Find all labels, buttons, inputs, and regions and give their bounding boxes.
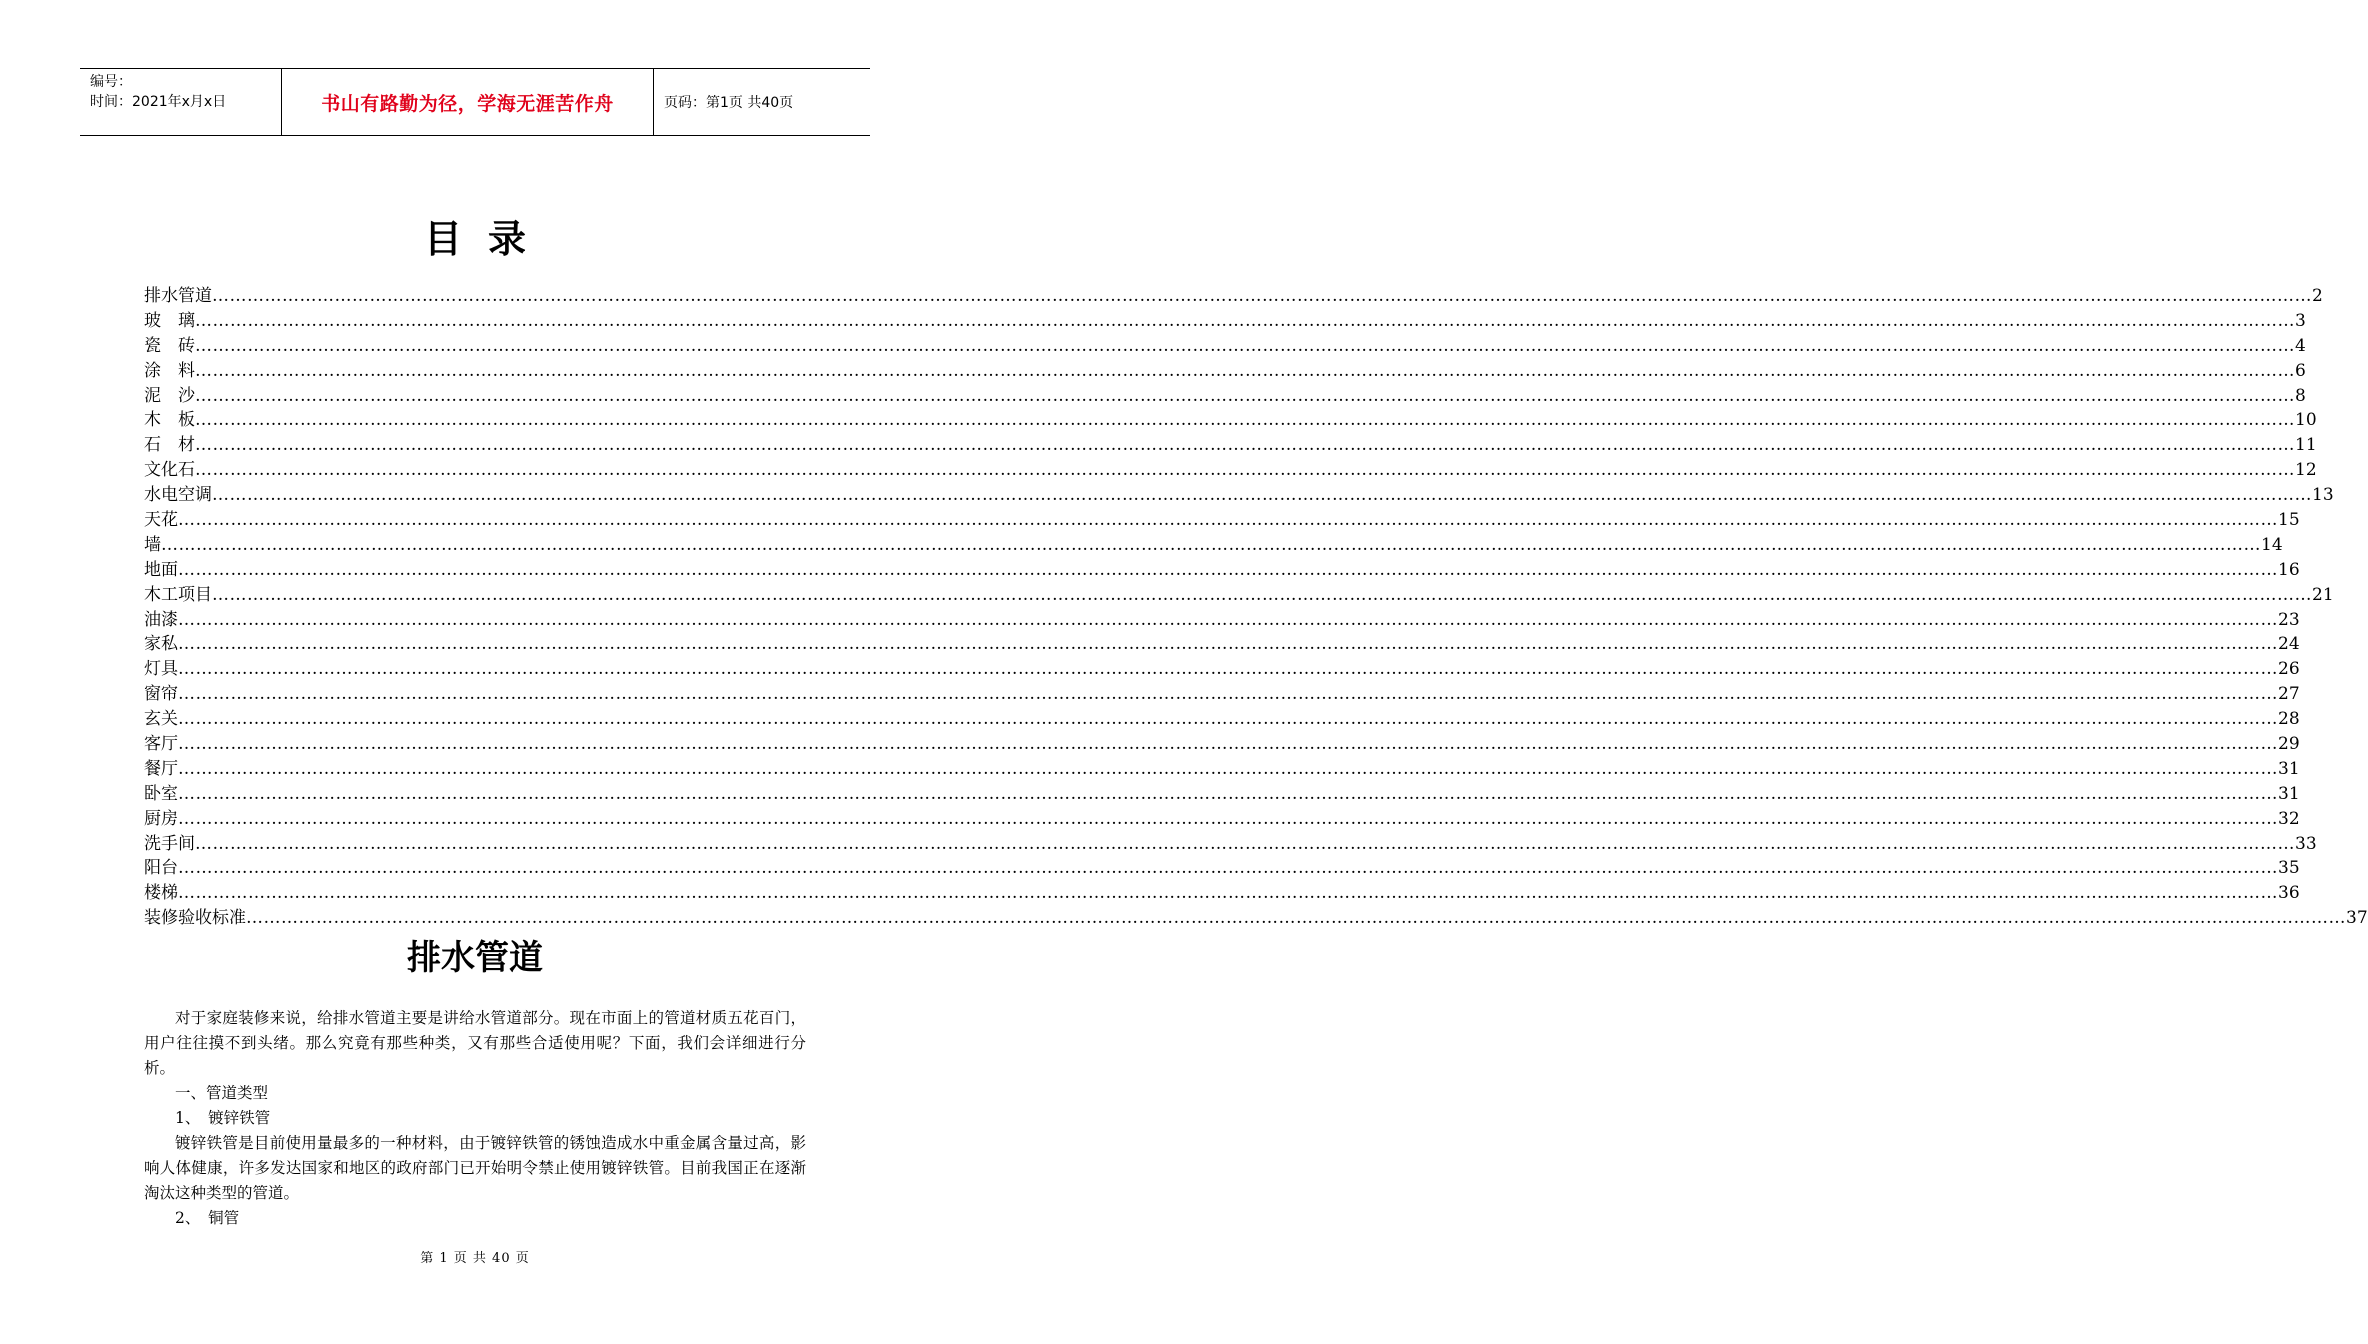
- toc-entry-label: 油漆: [144, 609, 178, 630]
- toc-leader-dots: ………………………………………………………………………………………………………………………………………………………………………………………………………………………………………………………………………………………………………………………………: [212, 485, 2312, 506]
- toc-entry[interactable]: [144, 384, 2306, 409]
- header-page-info-cell: [654, 69, 870, 135]
- toc-entry[interactable]: [144, 732, 2300, 757]
- toc-leader-dots: ………………………………………………………………………………………………………………………………………………………………………………………………………………………………………………………………………………………………………………………………: [212, 584, 2312, 605]
- toc-entry-label: 排水管道: [144, 286, 212, 306]
- toc-entry[interactable]: [144, 856, 2300, 881]
- header-motto-cell: [281, 69, 654, 135]
- toc-entry[interactable]: [144, 657, 2300, 682]
- toc-entry[interactable]: [144, 608, 2300, 633]
- toc-entry[interactable]: [144, 632, 2300, 657]
- toc-leader-dots: ………………………………………………………………………………………………………………………………………………………………………………………………………………………………………………………………………………………………………………………………: [178, 808, 2278, 829]
- toc-leader-dots: ………………………………………………………………………………………………………………………………………………………………………………………………………………………………………………………………………………………………………………………………: [178, 659, 2278, 680]
- toc-leader-dots: ………………………………………………………………………………………………………………………………………………………………………………………………………………………………………………………………………………………………………………………………: [195, 335, 2295, 356]
- toc-entry-label: 窗帘: [144, 684, 178, 705]
- toc-entry-label: 木 板: [144, 410, 195, 431]
- toc-entry-label: 餐厅: [144, 758, 178, 779]
- toc-leader-dots: ………………………………………………………………………………………………………………………………………………………………………………………………………………………………………………………………………………………………………………………………: [178, 709, 2278, 730]
- toc-leader-dots: ………………………………………………………………………………………………………………………………………………………………………………………………………………………………………………………………………………………………………………………………: [178, 634, 2278, 655]
- toc-entry-label: 地面: [144, 559, 178, 580]
- toc-entry-page: 32: [2278, 808, 2300, 829]
- toc-entry-page: 23: [2278, 609, 2300, 630]
- toc-entry[interactable]: [144, 483, 2334, 508]
- toc-entry-page: 31: [2278, 783, 2300, 804]
- toc-entry-label: 水电空调: [144, 485, 212, 506]
- toc-leader-dots: ………………………………………………………………………………………………………………………………………………………………………………………………………………………………………………………………………………………………………………………………: [195, 435, 2295, 456]
- toc-entry[interactable]: [144, 458, 2317, 483]
- table-of-contents: [144, 284, 2368, 931]
- toc-entry-page: 3: [2295, 310, 2306, 331]
- page-header: [80, 68, 870, 136]
- toc-leader-dots: ………………………………………………………………………………………………………………………………………………………………………………………………………………………………………………………………………………………………………………………………: [195, 833, 2295, 854]
- toc-entry-page: 16: [2278, 559, 2300, 580]
- toc-entry-page: 21: [2312, 584, 2334, 605]
- toc-entry-label: 石 材: [144, 435, 195, 456]
- toc-entry-page: 26: [2278, 659, 2300, 680]
- toc-entry-label: 泥 沙: [144, 385, 195, 406]
- toc-leader-dots: ………………………………………………………………………………………………………………………………………………………………………………………………………………………………………………………………………………………………………………………………: [178, 559, 2278, 580]
- toc-entry-page: 24: [2278, 634, 2300, 655]
- body-paragraph: 1、 镀锌铁管: [175, 1109, 271, 1127]
- toc-entry[interactable]: [144, 881, 2300, 906]
- toc-entry-page: 12: [2295, 460, 2317, 481]
- header-page-info: 页码：第1页 共40页: [664, 95, 794, 111]
- toc-leader-dots: ………………………………………………………………………………………………………………………………………………………………………………………………………………………………………………………………………………………………………………………………: [178, 783, 2278, 804]
- toc-entry-label: 灯具: [144, 659, 178, 680]
- section-title: 排水管道: [407, 938, 543, 978]
- toc-entry-label: 楼梯: [144, 883, 178, 904]
- toc-leader-dots: ………………………………………………………………………………………………………………………………………………………………………………………………………………………………………………………………………………………………………………………………: [178, 858, 2278, 879]
- toc-entry[interactable]: [144, 508, 2300, 533]
- toc-entry-label: 客厅: [144, 734, 178, 755]
- toc-entry-page: 35: [2278, 858, 2300, 879]
- toc-entry-page: 2: [2312, 286, 2323, 306]
- toc-entry-label: 洗手间: [144, 833, 195, 854]
- toc-entry[interactable]: [144, 359, 2306, 384]
- toc-entry[interactable]: [144, 433, 2317, 458]
- toc-leader-dots: ………………………………………………………………………………………………………………………………………………………………………………………………………………………………………………………………………………………………………………………………: [212, 286, 2312, 306]
- toc-entry[interactable]: [144, 832, 2317, 857]
- toc-entry-label: 家私: [144, 634, 178, 655]
- toc-entry-label: 玄关: [144, 709, 178, 730]
- toc-title: 目录: [423, 217, 552, 261]
- toc-entry-label: 文化石: [144, 460, 195, 481]
- toc-leader-dots: ………………………………………………………………………………………………………………………………………………………………………………………………………………………………………………………………………………………………………………………………: [195, 460, 2295, 481]
- toc-entry[interactable]: [144, 757, 2300, 782]
- toc-entry-page: 37: [2346, 908, 2368, 929]
- toc-leader-dots: ………………………………………………………………………………………………………………………………………………………………………………………………………………………………………………………………………………………………………………………………: [178, 758, 2278, 779]
- toc-entry[interactable]: [144, 334, 2306, 359]
- toc-entry[interactable]: [144, 682, 2300, 707]
- document-time-label: 时间：2021年x月x日: [90, 94, 227, 110]
- toc-leader-dots: ………………………………………………………………………………………………………………………………………………………………………………………………………………………………………………………………………………………………………………………………: [178, 609, 2278, 630]
- toc-entry-page: 11: [2295, 435, 2317, 456]
- toc-entry-page: 8: [2295, 385, 2306, 406]
- section-body: [144, 1006, 806, 1231]
- toc-entry[interactable]: [144, 558, 2300, 583]
- toc-entry-page: 36: [2278, 883, 2300, 904]
- toc-entry-page: 4: [2295, 335, 2306, 356]
- toc-leader-dots: ………………………………………………………………………………………………………………………………………………………………………………………………………………………………………………………………………………………………………………………………: [178, 734, 2278, 755]
- toc-entry-page: 13: [2312, 485, 2334, 506]
- toc-leader-dots: ………………………………………………………………………………………………………………………………………………………………………………………………………………………………………………………………………………………………………………………………: [178, 510, 2278, 531]
- body-paragraph: 镀锌铁管是目前使用量最多的一种材料，由于镀锌铁管的锈蚀造成水中重金属含量过高，影响人体健康，许多发达国家和地区的政府部门已开始明令禁止使用镀锌铁管。目前我国正在逐渐淘汰这种类型的管道。: [144, 1134, 806, 1202]
- toc-leader-dots: ………………………………………………………………………………………………………………………………………………………………………………………………………………………………………………………………………………………………………………………………: [195, 310, 2295, 331]
- toc-entry[interactable]: [144, 782, 2300, 807]
- toc-entry-label: 玻 璃: [144, 310, 195, 331]
- toc-entry-label: 木工项目: [144, 584, 212, 605]
- toc-leader-dots: ………………………………………………………………………………………………………………………………………………………………………………………………………………………………………………………………………………………………………………………………: [195, 410, 2295, 431]
- toc-entry-page: 6: [2295, 360, 2306, 381]
- toc-entry-label: 阳台: [144, 858, 178, 879]
- toc-entry-page: 15: [2278, 510, 2300, 531]
- toc-entry-label: 涂 料: [144, 360, 195, 381]
- toc-leader-dots: ………………………………………………………………………………………………………………………………………………………………………………………………………………………………………………………………………………………………………………………………: [195, 360, 2295, 381]
- toc-entry-page: 33: [2295, 833, 2317, 854]
- toc-entry-label: 装修验收标准: [144, 908, 246, 929]
- body-paragraph: 2、 铜管: [175, 1209, 240, 1227]
- header-motto: 书山有路勤为径，学海无涯苦作舟: [321, 92, 614, 115]
- toc-entry-label: 厨房: [144, 808, 178, 829]
- toc-entry-page: 10: [2295, 410, 2317, 431]
- toc-entry[interactable]: [144, 906, 2368, 931]
- toc-entry-page: 27: [2278, 684, 2300, 705]
- toc-entry[interactable]: [144, 309, 2306, 334]
- toc-entry-label: 墙: [144, 534, 161, 555]
- toc-entry[interactable]: [144, 533, 2283, 558]
- toc-leader-dots: ………………………………………………………………………………………………………………………………………………………………………………………………………………………………………………………………………………………………………………………………: [178, 684, 2278, 705]
- toc-leader-dots: ………………………………………………………………………………………………………………………………………………………………………………………………………………………………………………………………………………………………………………………………: [161, 534, 2261, 555]
- toc-entry[interactable]: [144, 408, 2317, 433]
- toc-entry-page: 14: [2261, 534, 2283, 555]
- toc-entry-page: 31: [2278, 758, 2300, 779]
- toc-entry-page: 29: [2278, 734, 2300, 755]
- page-footer: 第 1 页 共 40 页: [420, 1251, 530, 1266]
- body-paragraph: 对于家庭装修来说，给排水管道主要是讲给水管道部分。现在市面上的管道材质五花百门，用户往往摸不到头绪。那么究竟有那些种类，又有那些合适使用呢？下面，我们会详细进行分析。: [144, 1009, 806, 1077]
- toc-leader-dots: ………………………………………………………………………………………………………………………………………………………………………………………………………………………………………………………………………………………………………………………………: [246, 908, 2346, 929]
- toc-entry-label: 天花: [144, 510, 178, 531]
- toc-entry-page: 28: [2278, 709, 2300, 730]
- toc-entry[interactable]: [144, 284, 2323, 309]
- body-paragraph: 一、管道类型: [175, 1084, 269, 1102]
- toc-entry[interactable]: [144, 707, 2300, 732]
- toc-entry[interactable]: [144, 807, 2300, 832]
- toc-leader-dots: ………………………………………………………………………………………………………………………………………………………………………………………………………………………………………………………………………………………………………………………………: [178, 883, 2278, 904]
- toc-entry-label: 瓷 砖: [144, 335, 195, 356]
- toc-entry-label: 卧室: [144, 783, 178, 804]
- header-meta: [80, 69, 281, 135]
- toc-leader-dots: ………………………………………………………………………………………………………………………………………………………………………………………………………………………………………………………………………………………………………………………………: [195, 385, 2295, 406]
- toc-entry[interactable]: [144, 583, 2334, 608]
- document-number-label: 编号：: [90, 74, 132, 90]
